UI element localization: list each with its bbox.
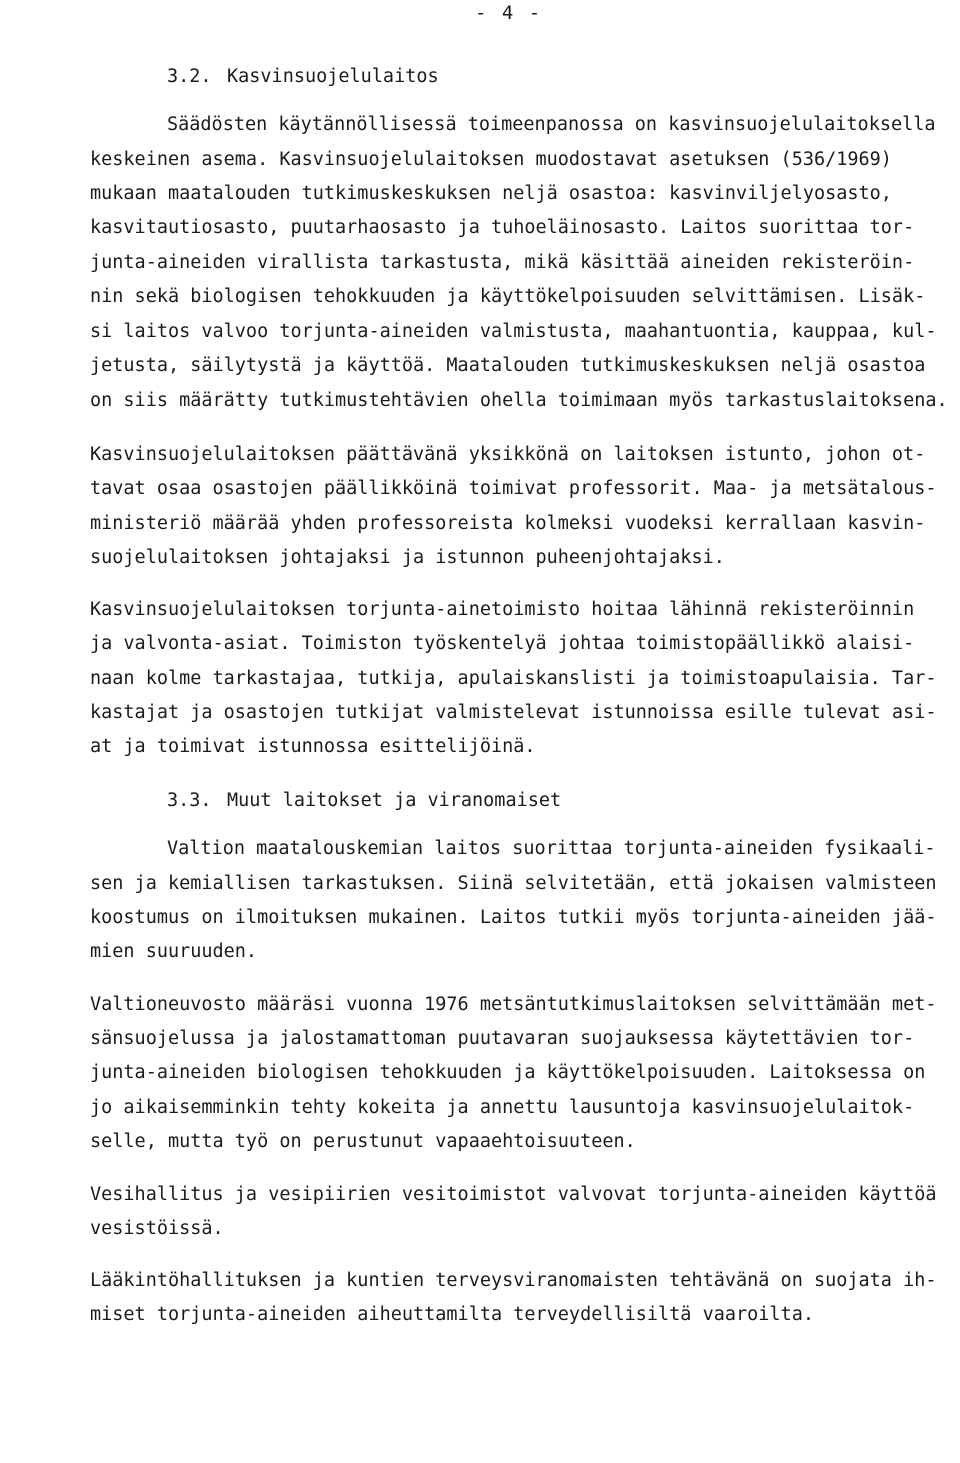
paragraph-line: miset torjunta-aineiden aiheuttamilta terveydellisiltä vaaroilta.: [90, 1304, 814, 1325]
paragraph-line: jo aikaisemminkin tehty kokeita ja annettu lausuntoja kasvinsuojelulaitok-: [90, 1097, 915, 1118]
page-number: - 4 -: [475, 2, 543, 24]
paragraph-line: selle, mutta työ on perustunut vapaaehtoisuuteen.: [90, 1131, 636, 1152]
paragraph-line: kasvitautiosasto, puutarhaosasto ja tuhoeläinosasto. Laitos suorittaa tor-: [90, 217, 915, 238]
paragraph-line: sänsuojelussa ja jalostamattoman puutavaran suojauksessa käytettävien tor-: [90, 1028, 915, 1049]
paragraph-line: nin sekä biologisen tehokkuuden ja käyttökelpoisuuden selvittämisen. Lisäk-: [90, 286, 926, 307]
paragraph-line: Kasvinsuojelulaitoksen torjunta-ainetoimisto hoitaa lähinnä rekisteröinnin: [90, 599, 915, 620]
section-title: Kasvinsuojelulaitos: [227, 66, 439, 87]
paragraph-line: si laitos valvoo torjunta-aineiden valmistusta, maahantuontia, kauppaa, kul-: [90, 321, 937, 342]
section-number: 3.2.: [167, 66, 212, 87]
paragraph-line: on siis määrätty tutkimustehtävien ohella toimimaan myös tarkastuslaitoksena.: [90, 390, 948, 411]
paragraph-line: sen ja kemiallisen tarkastuksen. Siinä selvitetään, että jokaisen valmisteen: [90, 873, 937, 894]
paragraph-line: junta-aineiden biologisen tehokkuuden ja käyttökelpoisuuden. Laitoksessa on: [90, 1062, 926, 1083]
paragraph-line: Kasvinsuojelulaitoksen päättävänä yksikkönä on laitoksen istunto, johon ot-: [90, 444, 926, 465]
paragraph-line: kastajat ja osastojen tutkijat valmistelevat istunnoissa esille tulevat asi-: [90, 702, 937, 723]
paragraph-line: Valtion maatalouskemian laitos suorittaa torjunta-aineiden fysikaali-: [167, 838, 936, 859]
paragraph-line: koostumus on ilmoituksen mukainen. Laitos tutkii myös torjunta-aineiden jää-: [90, 907, 937, 928]
paragraph-line: ja valvonta-asiat. Toimiston työskentelyä johtaa toimistopäällikkö alaisi-: [90, 633, 915, 654]
paragraph-line: Lääkintöhallituksen ja kuntien terveysviranomaisten tehtävänä on suojata ih-: [90, 1270, 937, 1291]
section-heading-3-3: [167, 790, 561, 811]
paragraph-line: keskeinen asema. Kasvinsuojelulaitoksen muodostavat asetuksen (536/1969): [90, 149, 892, 170]
paragraph-line: junta-aineiden virallista tarkastusta, mikä käsittää aineiden rekisteröin-: [90, 252, 915, 273]
paragraph-line: Säädösten käytännöllisessä toimeenpanossa on kasvinsuojelulaitoksella: [167, 114, 936, 135]
paragraph-line: vesistöissä.: [90, 1218, 224, 1239]
paragraph-line: at ja toimivat istunnossa esittelijöinä.: [90, 736, 536, 757]
paragraph-line: ministeriö määrää yhden professoreista kolmeksi vuodeksi kerrallaan kasvin-: [90, 513, 926, 534]
paragraph-line: mukaan maatalouden tutkimuskeskuksen neljä osastoa: kasvinviljelyosasto,: [90, 183, 892, 204]
paragraph-line: naan kolme tarkastajaa, tutkija, apulaiskanslisti ja toimistoapulaisia. Tar-: [90, 668, 937, 689]
paragraph-line: tavat osaa osastojen päällikköinä toimivat professorit. Maa- ja metsätalous-: [90, 478, 937, 499]
paragraph-line: mien suuruuden.: [90, 941, 258, 962]
section-title: Muut laitokset ja viranomaiset: [227, 790, 562, 811]
section-heading-3-2: [167, 66, 439, 87]
paragraph-line: jetusta, säilytystä ja käyttöä. Maatalouden tutkimuskeskuksen neljä osastoa: [90, 355, 926, 376]
paragraph-line: Valtioneuvosto määräsi vuonna 1976 metsäntutkimuslaitoksen selvittämään met-: [90, 994, 937, 1015]
section-number: 3.3.: [167, 790, 212, 811]
paragraph-line: Vesihallitus ja vesipiirien vesitoimistot valvovat torjunta-aineiden käyttöä: [90, 1184, 937, 1205]
paragraph-line: suojelulaitoksen johtajaksi ja istunnon puheenjohtajaksi.: [90, 547, 725, 568]
